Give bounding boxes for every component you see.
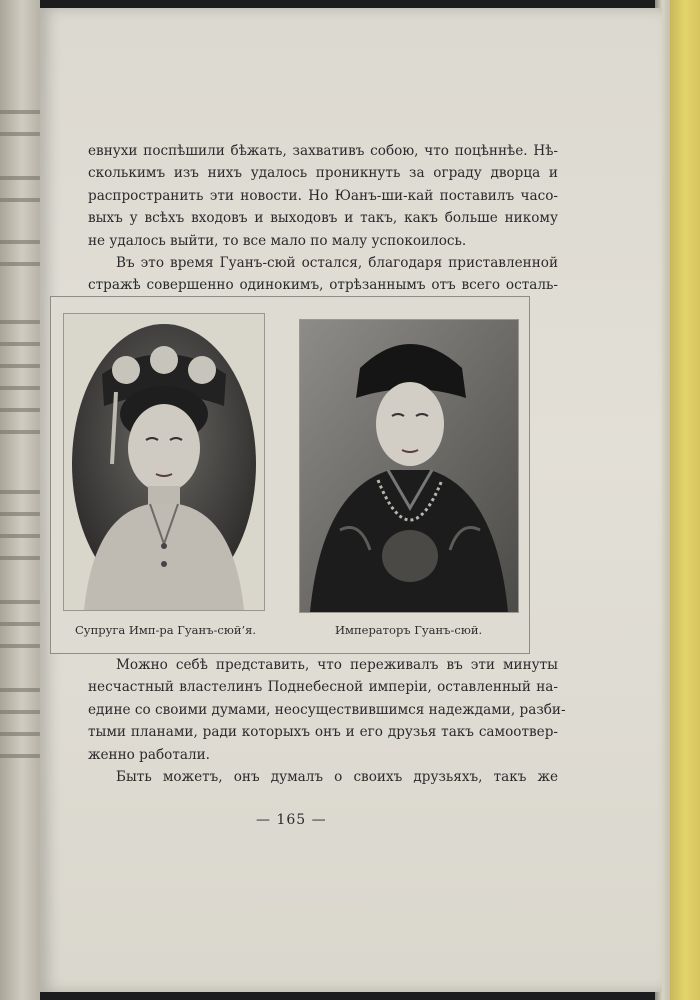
- empress-portrait: [63, 313, 265, 611]
- text-line: выхъ у всѣхъ входовъ и выходовъ и такъ, какъ больше никому: [88, 210, 558, 227]
- text-line: Въ это время Гуанъ-сюй остался, благодаря приставленной: [116, 255, 558, 272]
- emperor-caption: Императоръ Гуанъ-сюй.: [335, 623, 483, 637]
- emperor-portrait: [299, 319, 519, 613]
- text-line: женно работали.: [88, 746, 210, 763]
- empress-caption: Супруга Имп-ра Гуанъ-сюй’я.: [75, 623, 257, 637]
- text-line: распространить эти новости. Но Юанъ-ши-кай поставилъ часо-: [88, 187, 558, 204]
- empress-portrait-image: [64, 314, 264, 610]
- text-line: евнухи поспѣшили бѣжать, захвативъ собою, что поцѣннѣе. Нѣ-: [88, 143, 558, 159]
- book-cover-edge: [670, 0, 700, 1000]
- emperor-portrait-image: [300, 320, 518, 612]
- bottom-text: [88, 654, 566, 788]
- text-line: сколькимъ изъ нихъ удалось проникнуть за ограду дворца и: [88, 165, 558, 182]
- book-page: [40, 8, 662, 992]
- text-line: Быть можетъ, онъ думалъ о своихъ друзьяхъ, такъ же: [116, 769, 558, 786]
- text-line: тыми планами, ради которыхъ онъ и его друзья такъ самоотвер-: [88, 724, 558, 741]
- text-line: Можно себѣ представить, что переживалъ въ эти минуты: [116, 657, 558, 673]
- text-line: стражѣ совершенно одинокимъ, отрѣзаннымъ отъ всего осталь-: [88, 277, 558, 294]
- text-line: едине со своими думами, неосуществившимся надеждами, разби-: [88, 701, 566, 718]
- text-line: не удалось выйти, то все мало по малу успокоилось.: [88, 232, 467, 249]
- photo-plate: [50, 296, 530, 654]
- adjacent-left-page: [0, 0, 40, 1000]
- top-text: [88, 140, 558, 319]
- text-line: несчастный властелинъ Поднебесной имперіи, оставленный на-: [88, 679, 558, 696]
- page-number: — 165 —: [256, 812, 327, 828]
